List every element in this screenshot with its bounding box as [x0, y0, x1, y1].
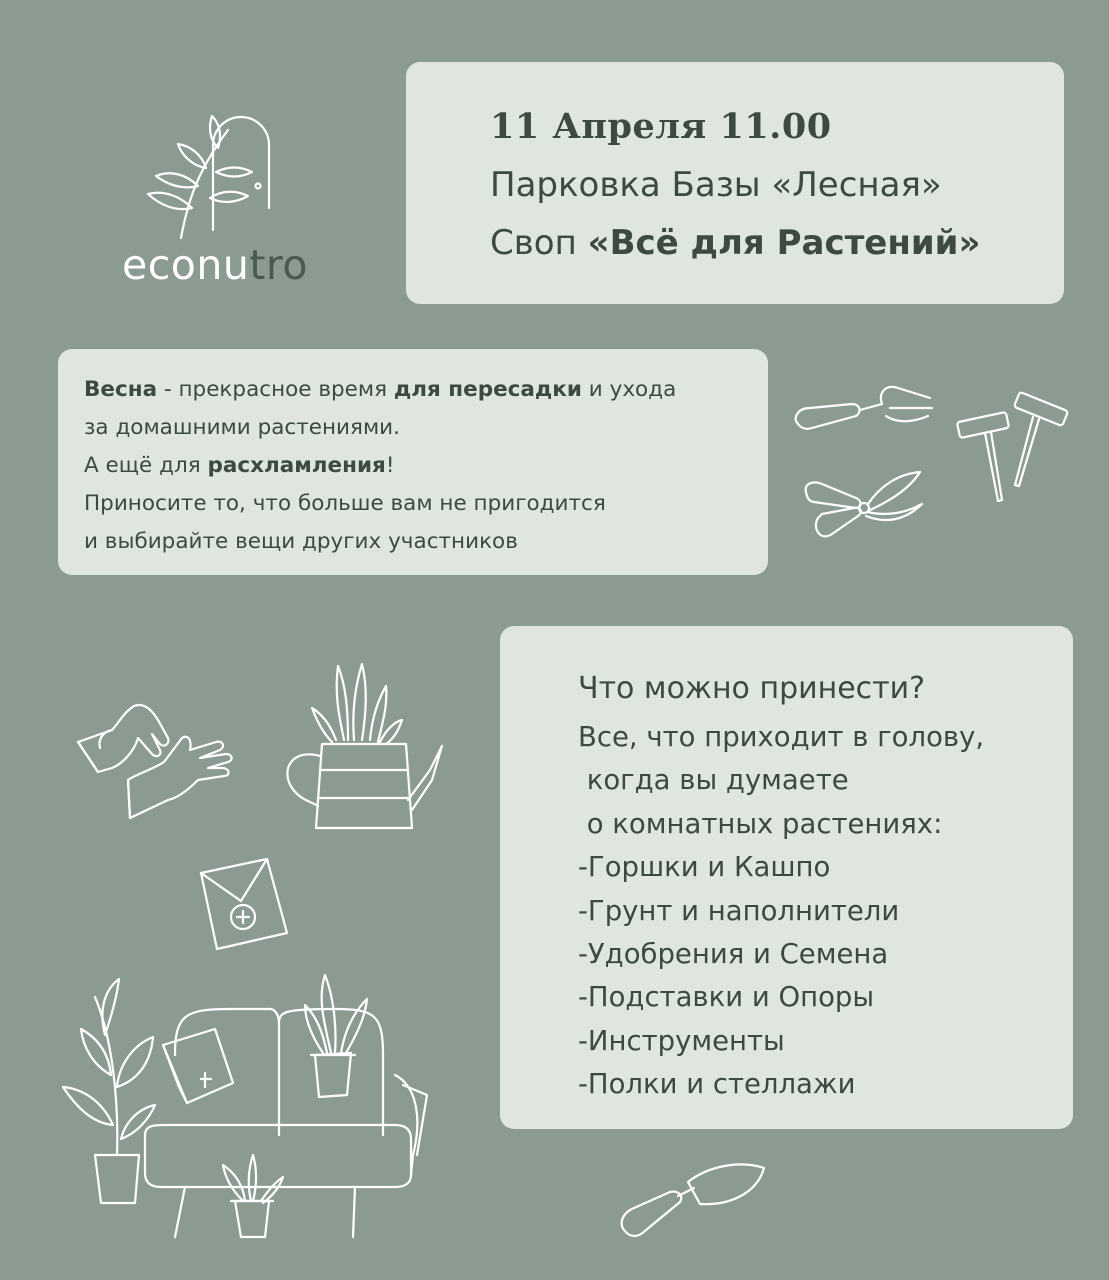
seed-packet-icon — [195, 855, 295, 955]
list-item: -Удобрения и Семена — [578, 938, 889, 971]
intro-line: Весна - прекрасное время для пересадки и ухода — [84, 377, 677, 402]
intro-line: А ещё для расхламления! — [84, 453, 395, 478]
list-item: -Инструменты — [578, 1024, 785, 1057]
bring-list-card — [500, 626, 1073, 1129]
event-title: Своп «Всё для Растений» — [490, 223, 981, 263]
bring-intro-line: о комнатных растениях: — [578, 807, 943, 840]
intro-line: и выбирайте вещи других участников — [84, 529, 518, 554]
intro-line: за домашними растениями. — [84, 415, 400, 440]
pruning-shears-icon — [800, 462, 930, 547]
gloves-icon — [72, 690, 242, 830]
bring-intro-line: когда вы думаете — [578, 764, 849, 797]
trowel-icon — [618, 1160, 768, 1245]
event-date-time: 11 Апреля 11.00 — [490, 106, 832, 147]
event-location: Парковка Базы «Лесная» — [490, 165, 942, 205]
garden-fork-icon — [790, 378, 940, 438]
bring-question: Что можно принести? — [578, 671, 926, 706]
plant-label-icon — [955, 395, 1075, 505]
sofa-plants-icon — [55, 975, 435, 1250]
list-item: -Полки и стеллажи — [578, 1068, 856, 1101]
watering-can-plant-icon — [282, 660, 447, 830]
list-item: -Подставки и Опоры — [578, 981, 875, 1014]
list-item: -Горшки и Кашпо — [578, 851, 831, 884]
logo-wordmark: econutro — [122, 241, 308, 289]
intro-card — [58, 349, 768, 575]
list-item: -Грунт и наполнители — [578, 894, 900, 927]
bring-intro-line: Все, что приходит в голову, — [578, 721, 985, 753]
event-header-card — [406, 62, 1064, 304]
intro-line: Приносите то, что больше вам не пригодится — [84, 491, 606, 516]
